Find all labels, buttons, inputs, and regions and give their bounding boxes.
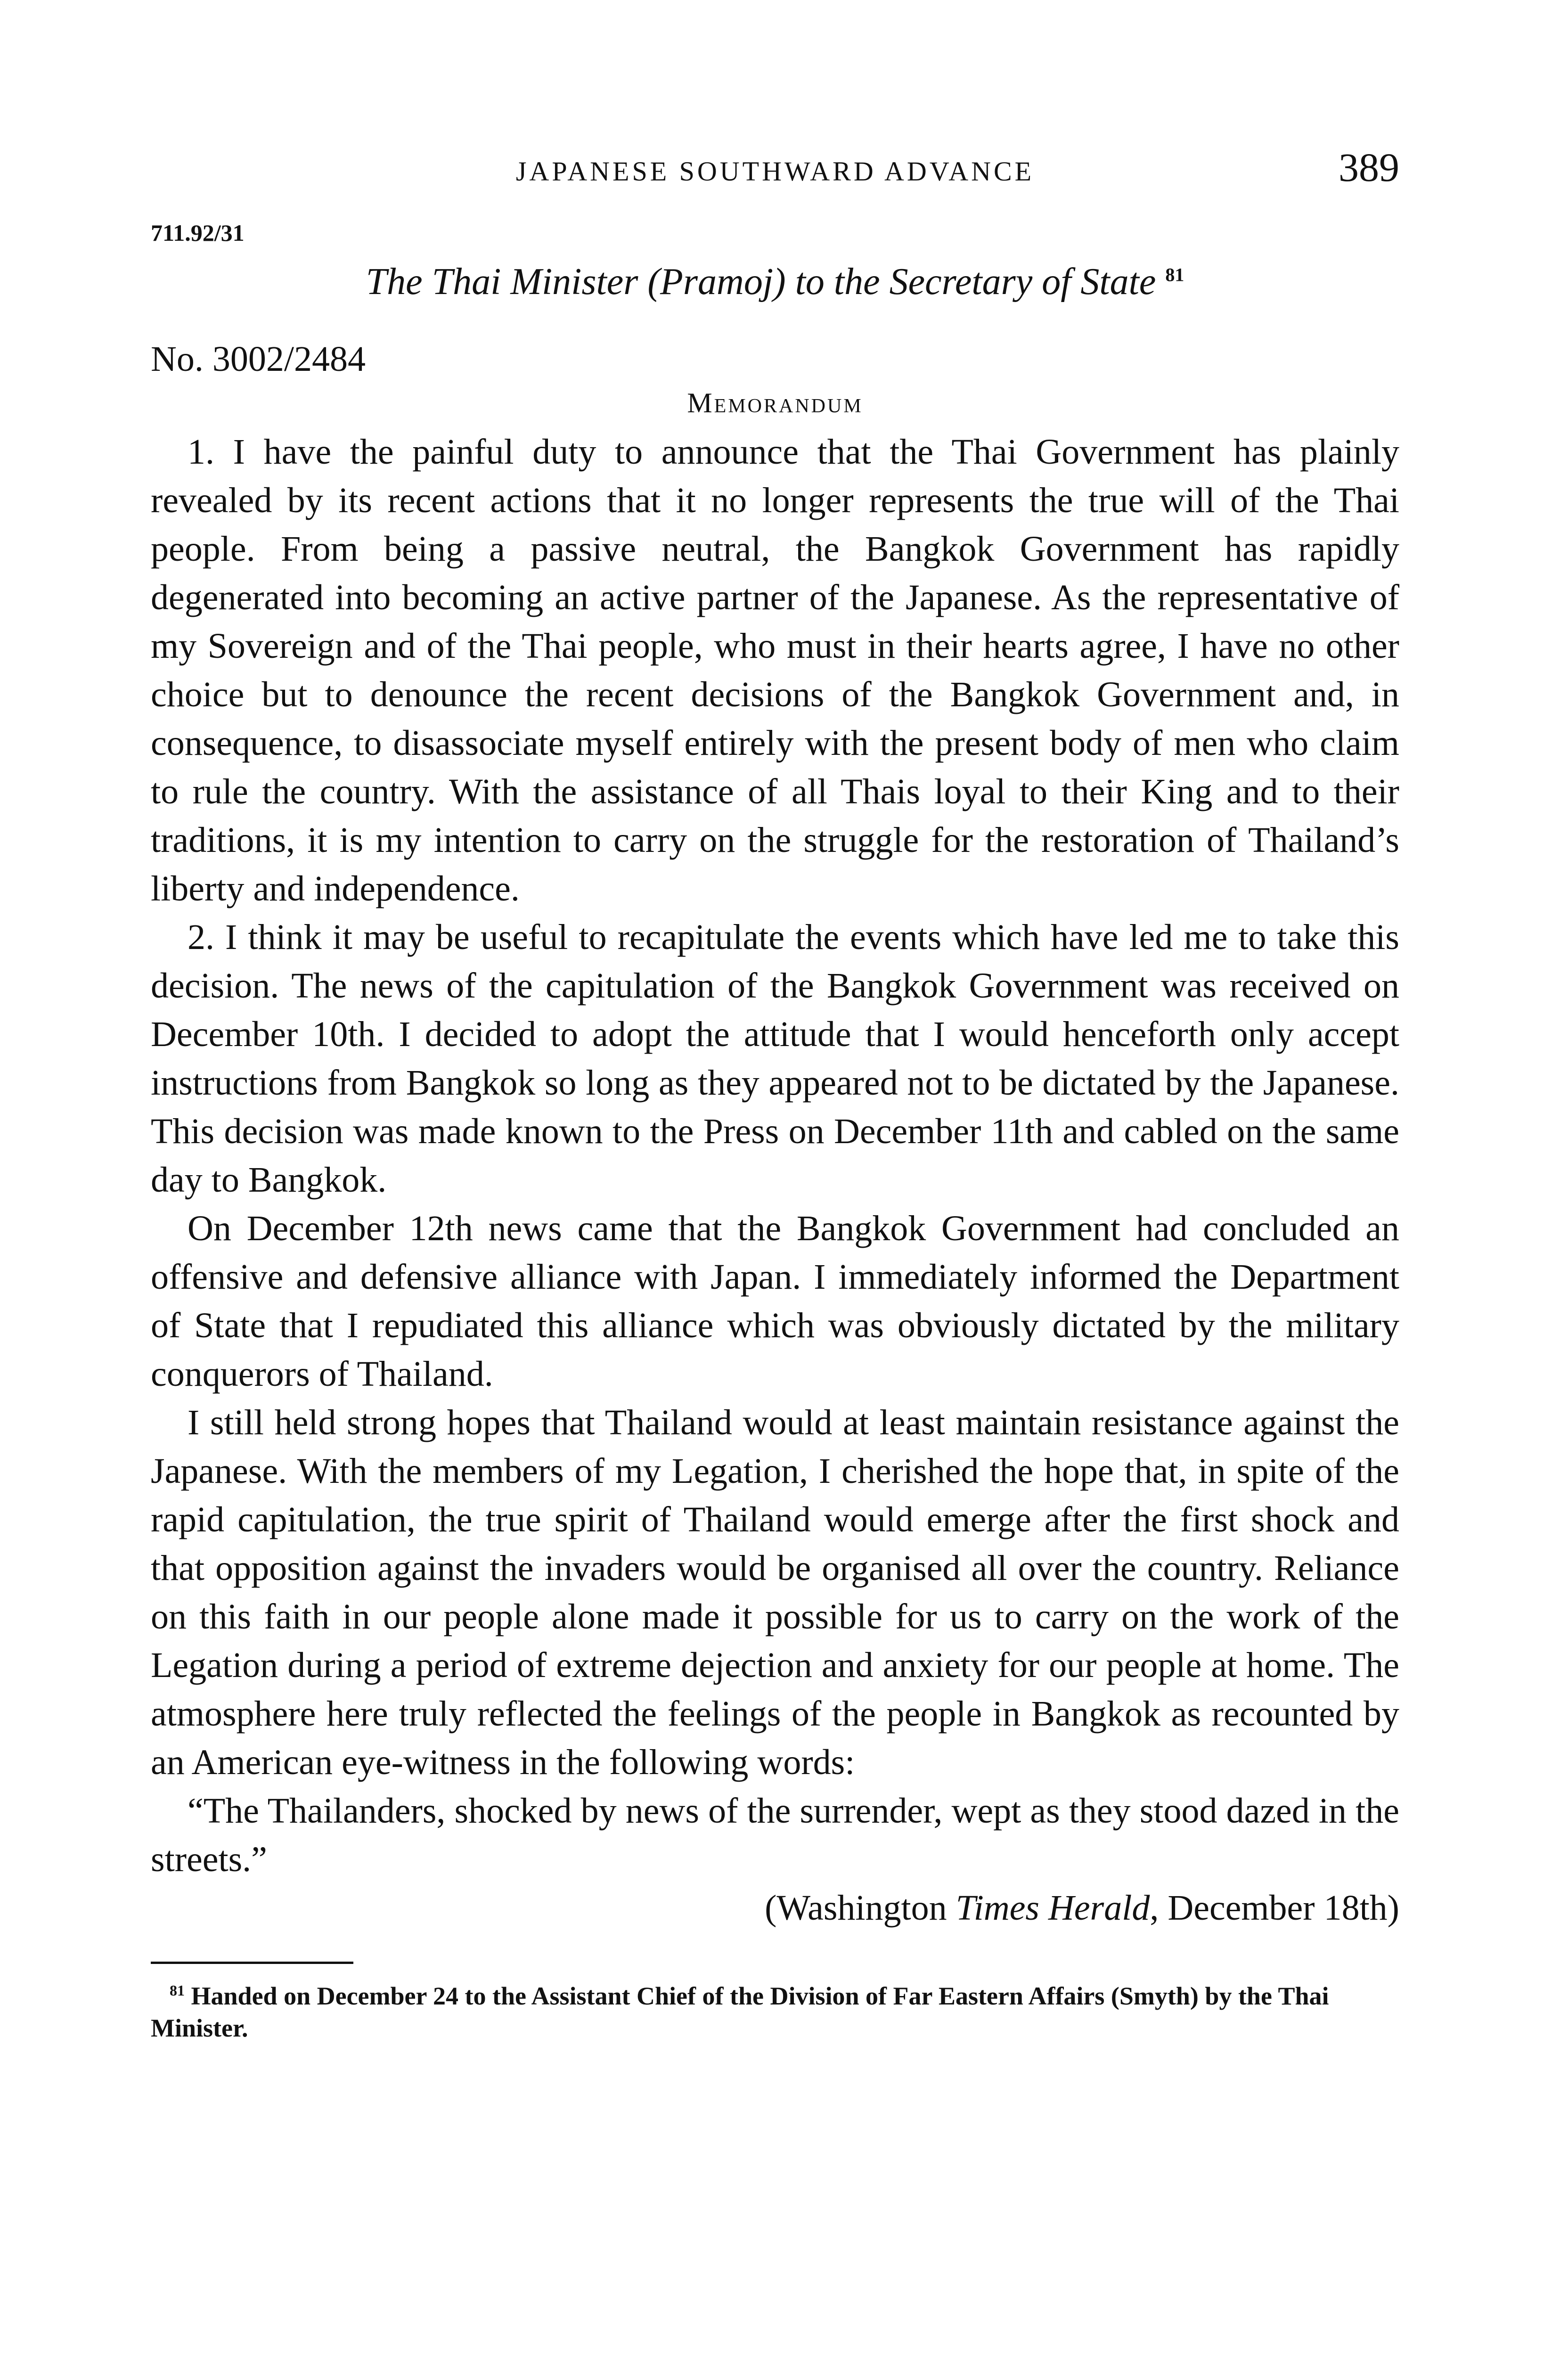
document-number: No. 3002/2484	[151, 339, 366, 379]
footnote	[151, 1974, 1399, 2044]
footnote-divider	[151, 1962, 353, 1964]
attribution-close: , December 18th)	[1150, 1888, 1399, 1928]
attribution-newspaper: Times Herald	[956, 1888, 1150, 1928]
memorandum-heading: Memorandum	[687, 387, 863, 418]
document-title	[151, 261, 1399, 303]
memorandum-body	[151, 428, 1399, 1932]
file-number: 711.92/31	[151, 220, 245, 246]
quotation: “The Thailanders, shocked by news of the surrender, wept as they stood dazed in the streets.”	[151, 1791, 1399, 1879]
paragraph-3: On December 12th news came that the Bangkok Government had concluded an offensive and defensive alliance with Japan. I immediately informed the Department of State that I repudiated this alliance which was obviously dictated by the military conquerors of Thailand.	[151, 1209, 1399, 1394]
document-page	[151, 141, 1399, 2356]
title-footnote-ref: 81	[1165, 264, 1184, 286]
running-head	[151, 141, 1399, 193]
quotation-attribution	[151, 1884, 1399, 1932]
document-title-text: The Thai Minister (Pramoj) to the Secretary of State	[366, 261, 1156, 303]
page-number: 389	[1339, 145, 1399, 190]
footnote-text: Handed on December 24 to the Assistant Chief of the Division of Far Eastern Affairs (Smyth) by the Thai Minister.	[151, 1982, 1329, 2042]
paragraph-1: 1. I have the painful duty to announce that the Thai Government has plainly revealed by its recent actions that it no longer represents the true will of the Thai people. From being a passive neutral, the Bangkok Government has rapidly degenerated into becoming an active partner of the Japanese. As the representative of my Sovereign and of the Thai people, who must in their hearts agree, I have no other choice but to denounce the recent decisions of the Bangkok Government and, in consequence, to disassociate myself entirely with the present body of men who claim to rule the country. With the assistance of all Thais loyal to their King and to their traditions, it is my intention to carry on the struggle for the restoration of Thailand’s liberty and independence.	[151, 432, 1399, 908]
paragraph-2: 2. I think it may be useful to recapitulate the events which have led me to take this decision. The news of the capitulation of the Bangkok Government was received on December 10th. I decided to adopt the attitude that I would henceforth only accept instructions from Bangkok so long as they appeared not to be dictated by the Japanese. This decision was made known to the Press on December 11th and cabled on the same day to Bangkok.	[151, 917, 1399, 1200]
footnote-marker: 81	[170, 1982, 185, 1999]
paragraph-4: I still held strong hopes that Thailand would at least maintain resistance against the Japanese. With the members of my Legation, I cherished the hope that, in spite of the rapid capitulation, the true spirit of Thailand would emerge after the first shock and that opposition against the invaders would be organised all over the country. Reliance on this faith in our people alone made it possible for us to carry on the work of the Legation during a period of extreme dejection and anxiety for our people at home. The atmosphere here truly reflected the feelings of the people in Bangkok as recounted by an American eye-witness in the following words:	[151, 1403, 1399, 1782]
running-title: JAPANESE SOUTHWARD ADVANCE	[515, 156, 1035, 187]
attribution-open: (Washington	[765, 1888, 956, 1928]
